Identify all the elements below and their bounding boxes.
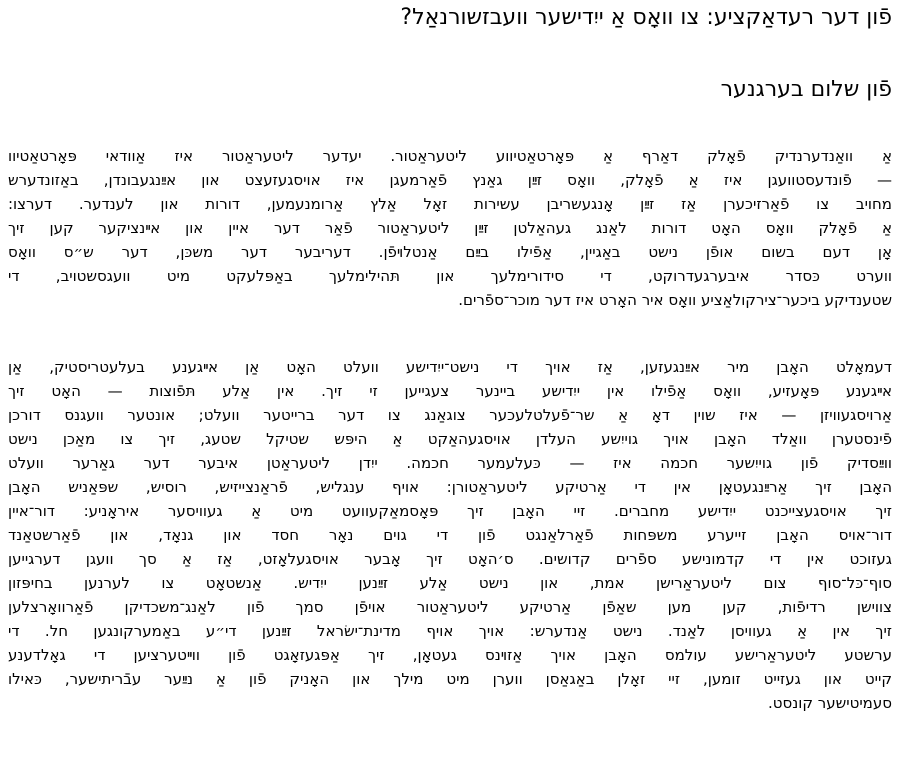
paragraph-line: זיך אויסגעצייכנט ייִדישע מחברים. זיי האָבן זיך פּאָסמאַקעוועט מיט אַ געוויסער איראָניע: דור־איין [8, 502, 892, 520]
paragraph-line: סעמיטישער קונסט. [768, 694, 892, 712]
paragraph-line: שטענדיקע ביכער־צירקולאַציע וואָס איר האָרט איז דער מוכר־ספֿרים. [458, 291, 892, 309]
paragraph-line: פֿינסטערן וואַלד האָבן אויך גוייִשע העלדן אויסגעהאַקט אַ היפּש שטיקל שטעג, זיך צו מאַכן נישט [8, 430, 892, 448]
article-author: פֿון שלום בערגנער [720, 77, 892, 102]
paragraph-line: ערשטע ליטעראַרישע עולמס האָבן אויך אַזױנס געטאָן, זיך אַפּגעזאָגט פֿון ווײטערציען די גאָלדענע [8, 646, 892, 664]
paragraph-line: ווײַסדיק פֿון גוייִשער חכמה איז — כּעלעמער חכמה. ייִדן ליטעראַטן איבער דער גאַרער וועלט [8, 454, 892, 472]
paragraph-line: אַרויסגעוויזן — איז שוין דאָ אַ שר־פֿעלטלעכער צוגאַנג צו דער ברייטער וועלט; אונטער וועגנס דורכן [8, 406, 892, 424]
paragraph-line: געזוכט אין די קדמונישע ספֿרים קדושים. ס׳האָט זיך אָבער אויסגעלאָזט, אַז אַ סך וועגן דערגייען [8, 550, 892, 568]
paragraph-line: דור־אויס האָבן זייערע משפּחות פֿאַרלאַנגט פֿון די גוים נאָר חסד און גנאָד, און פֿאַרשטאַנד [8, 526, 892, 544]
paragraph-line: אָן דעם בשום אופֿן נישט באַגיין, אַפֿילו בײַם אַנטלױפֿן. דעריבער דער משכּן, דער ש״ס וואָס [8, 243, 892, 261]
paragraph-1 [8, 144, 892, 312]
paragraph-line: דעמאָלט האָבן מיר אײַנגעזען, אַז אויך די נישט־ייִדישע וועלט האָט אַן אײגענע בעלעטריסטיק, אַן [8, 358, 892, 376]
paragraph-line: קייט און געזייט זומען, זיי זאָלן באַגאַסן ווערן מיט מילך און האָניק פֿון אַ נײַער עבֿריתישער, כּאילו [8, 670, 892, 688]
article [8, 0, 892, 715]
paragraph-line: מחויב צו פֿאַרזיכערן אַז זײַן אָנגעשריבן עשירות זאָל אַלץ אַרומנעמען, דורות און לענדער. דערצו: [8, 195, 892, 213]
article-title: פֿון דער רעדאַקציע: צו וואָס אַ ייִדישער וועבזשורנאַל? [400, 5, 892, 30]
paragraph-line: צווישן רדיפֿות, קען מען שאַפֿן אַרטיקע ליטעראַטור אויפֿן סמך פֿון לאַנג־משכדיקן פֿאַרוואָרצלען [8, 598, 892, 616]
paragraph-line: אַ פֿאָלק וואָס האָט דורות לאַנג געהאַלטן זײַן ליטעראַטור פֿאַר דער איין און אײנציקער קען זיך [8, 219, 892, 237]
paragraph-line: ווערט כּסדר איבערגעדרוקט, די סידורימלעך און תּהילימלעך באַפּלעקט מיט וועגסשטויב, די [8, 267, 892, 285]
paragraph-line: אײגענע פּאָעזיע, וואָס אַפֿילו אין ייִדישע ביינער צעגייען זי זיך. אין אַלע תּפֿוצות — האָט זיך [8, 382, 892, 400]
paragraph-2 [8, 355, 892, 715]
paragraph-line: האָבן זיך אַרײַנגעטאָן אין די אַרטיקע ליטעראַטורן: אויף ענגליש, פֿראַנצייזיש, רוסיש, שפּאַניש האָבן [8, 478, 892, 496]
paragraph-line: סוף־כּל־סוף צום ליטעראַרישן אמת, און נישט אַלע זײַנען ייִדיש. אַנשטאָט צו לערנען בחיפּזון [8, 574, 892, 592]
paragraph-line: אַ וואַנדערנדיק פֿאָלק דאַרף אַ פּאָרטאַטיווע ליטעראַטור. יעדער ליטעראַטור איז אַוודאי פּאָרטאַטיוו [8, 147, 892, 165]
paragraph-line: זיך אין אַ געוויסן לאַנד. נישט אַנדערש: אויך אויף מדינת־ישׂראל זײַנען די״ע באַמערקונגען חל. די [8, 622, 892, 640]
paragraph-line: — פֿונדעסטוועגן איז אַ פֿאָלק, וואָס זײַן גאַנץ פֿאַרמעגן איז אויסגעזעצט און אײַנגעבונדן, באַזונדערש [8, 171, 892, 189]
